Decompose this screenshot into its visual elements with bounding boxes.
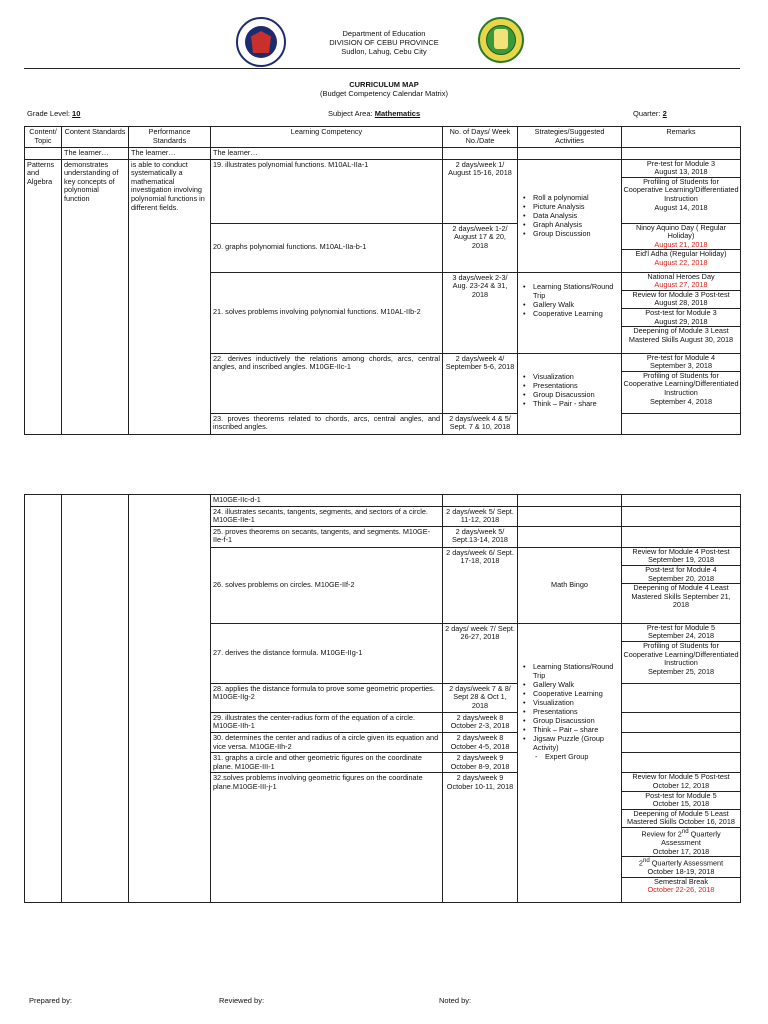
grade-value: 10 <box>72 109 81 118</box>
remark-date-holiday: August 27, 2018 <box>654 280 708 290</box>
table-row: 32.solves problems involving geometric figures on the coordinate plane.M10GE-III-j-1 <box>211 773 443 903</box>
content-standard-cell <box>62 495 129 903</box>
remarks-cell <box>622 159 741 223</box>
table-row-days: 3 days/week 2-3/ Aug. 23-24 & 31, 2018 <box>443 272 518 353</box>
remark-text: Pre-test for Module 4 <box>646 353 716 362</box>
content-standard-cell: demonstrates understanding of key concepts of polynomial function <box>62 159 129 434</box>
remark-date: September 25, 2018 <box>647 666 715 676</box>
remark-text: Semestral Break <box>654 876 708 886</box>
remark-date: August 28, 2018 <box>654 298 708 308</box>
remark-item: Deepening of Module 4 Least Mastered Skills September 21, 2018 <box>631 583 731 610</box>
reviewed-by: Reviewed by: <box>219 996 265 1005</box>
strategies-cell-empty <box>518 506 622 526</box>
remarks-cell <box>622 353 741 413</box>
subject-label: Subject Area: <box>328 109 373 118</box>
list-item: • Think – Pair - share <box>520 399 619 408</box>
remark-date: September 24, 2018 <box>647 631 715 641</box>
list-item: • Data Analysis <box>520 211 619 220</box>
remarks-cell <box>622 272 741 353</box>
table-row: 19. illustrates polynomial functions. M10AL-IIa-1 <box>211 159 443 223</box>
list-item: • Learning Stations/Round Trip <box>520 282 619 300</box>
table-row-days: 2 days/week 5/ Sept. 11-12, 2018 <box>443 506 518 526</box>
remark-item <box>622 354 740 372</box>
table-row-days: 2 days/week 4/ September 5-6, 2018 <box>443 353 518 413</box>
document-title <box>234 80 534 98</box>
remarks-cell <box>622 623 741 683</box>
remark-item <box>622 178 740 212</box>
learner-cell-strategies <box>518 148 622 160</box>
quarter-value: 2 <box>662 109 667 118</box>
remarks-cell <box>622 223 741 272</box>
remark-text: Ninoy Aquino Day ( Regular Holiday) <box>635 223 727 241</box>
remark-sup: nd <box>681 827 689 835</box>
table-row-days: 2 days/week 9 October 10-11, 2018 <box>443 773 518 903</box>
table-row-days: 2 days/week 8 October 4-5, 2018 <box>443 732 518 752</box>
list-item: • Visualization <box>520 698 619 707</box>
remarks-cell-empty <box>622 495 741 507</box>
table-row-days: 2 days/week 1-2/ August 17 & 20, 2018 <box>443 223 518 272</box>
list-item: • Think – Pair – share <box>520 725 619 734</box>
remark-item <box>622 224 740 251</box>
curriculum-table-2 <box>24 494 741 903</box>
remark-date: September 3, 2018 <box>649 361 713 371</box>
remark-item <box>622 160 740 178</box>
list-item: • Jigsaw Puzzle (Group Activity) <box>520 734 619 752</box>
remark-item <box>622 250 740 267</box>
table-row: 26. solves problems on circles. M10GE-IIf-2 <box>211 547 443 623</box>
remark-date: October 18-19, 2018 <box>647 867 715 877</box>
list-item: • Roll a polynomial <box>520 193 619 202</box>
remark-date: October 17, 2018 <box>652 846 710 856</box>
remark-text: Eid'l Adha (Regular Holiday) <box>635 249 727 259</box>
remark-date: September 20, 2018 <box>647 573 715 583</box>
table-row: 31. graphs a circle and other geometric figures on the coordinate plane. M10GE-III-1 <box>211 753 443 773</box>
remark-date: August 13, 2018 <box>654 167 708 177</box>
grade-label: Grade Level: <box>27 109 70 118</box>
remark-text-part: Quarterly Assessment <box>649 858 724 868</box>
remark-text: Profiling of Students for Cooperative Learning/Differentiated Instruction <box>623 176 739 203</box>
title-main: CURRICULUM MAP <box>349 80 419 89</box>
list-item: • Cooperative Learning <box>520 689 619 698</box>
list-item: • Picture Analysis <box>520 202 619 211</box>
subject-area <box>328 109 420 118</box>
remark-date: September 4, 2018 <box>649 396 713 406</box>
remarks-cell-empty <box>622 712 741 732</box>
quarter <box>633 109 667 118</box>
strategies-cell-b <box>518 272 622 353</box>
strategies-cell-c <box>518 353 622 434</box>
remarks-cell-empty <box>622 506 741 526</box>
content-topic-cell <box>25 495 62 903</box>
remark-item: Deepening of Module 3 Least Mastered Skills August 30, 2018 <box>628 326 734 344</box>
remarks-cell-empty <box>622 732 741 752</box>
remark-text-part: Review for 2 <box>641 829 682 839</box>
list-item: • Learning Stations/Round Trip <box>520 662 619 680</box>
learner-cell-competency: The learner… <box>211 148 443 160</box>
performance-standard-cell <box>129 495 211 903</box>
header-content-standards: Content Standards <box>62 127 129 148</box>
remark-text <box>623 828 739 848</box>
table-row-days: 2 days/week 5/ Sept.13-14, 2018 <box>443 526 518 547</box>
remark-item <box>622 309 740 327</box>
remark-date: October 12, 2018 <box>652 780 710 790</box>
remark-text: Review for Module 3 Post-test <box>632 289 730 299</box>
list-item: • Group Disacussion <box>520 390 619 399</box>
learner-cell-performance: The learner… <box>129 148 211 160</box>
strategies-cell-a <box>518 159 622 272</box>
table-row: 29. illustrates the center-radius form of the equation of a circle. M10GE-IIh-1 <box>211 712 443 732</box>
table-row-days: 2 days/week 4 & 5/ Sept. 7 & 10, 2018 <box>443 413 518 434</box>
remark-item <box>622 773 740 791</box>
remarks-cell-empty <box>622 413 741 434</box>
header-remarks: Remarks <box>622 127 741 148</box>
remark-text: Post-test for Module 4 <box>645 564 717 574</box>
letterhead-line3: Sudlon, Lahug, Cebu City <box>341 47 427 56</box>
header-strategies: Strategies/Suggested Activities <box>518 127 622 148</box>
learner-cell-remarks <box>622 148 741 160</box>
remark-text-part: 2 <box>638 858 643 868</box>
remark-text: Profiling of Students for Cooperative Learning/Differentiated Instruction <box>623 640 739 668</box>
table-row: 25. proves theorems on secants, tangents, and segments. M10GE-IIe-f-1 <box>211 526 443 547</box>
strategies-cell-empty <box>518 495 622 507</box>
header-days: No. of Days/ Week No./Date <box>443 127 518 148</box>
list-item: • Presentations <box>520 707 619 716</box>
remark-item <box>622 372 740 406</box>
content-topic-cell: Patterns and Algebra <box>25 159 62 434</box>
remark-item <box>622 291 740 309</box>
remarks-cell <box>622 547 741 623</box>
list-item: • Graph Analysis <box>520 220 619 229</box>
list-item: • Cooperative Learning <box>520 309 619 318</box>
remark-text: Profiling of Students for Cooperative Learning/Differentiated Instruction <box>623 370 739 397</box>
table-row-days: 2 days/ week 7/ Sept. 26-27, 2018 <box>443 623 518 683</box>
remarks-cell-empty <box>622 683 741 712</box>
header-divider <box>24 68 740 69</box>
header-performance-standards: Performance Standards <box>129 127 211 148</box>
learner-cell-topic <box>25 148 62 160</box>
list-item: • Group Disacussion <box>520 716 619 725</box>
list-item: • Presentations <box>520 381 619 390</box>
letterhead <box>284 29 484 56</box>
remark-item <box>622 273 740 291</box>
table-row-days: 2 days/week 8 October 2-3, 2018 <box>443 712 518 732</box>
table-row-days: 2 days/week 9 October 8-9, 2018 <box>443 753 518 773</box>
curriculum-table-1 <box>24 126 741 435</box>
cebu-division-seal <box>478 17 524 63</box>
table-row: 21. solves problems involving polynomial functions. M10AL-IIb-2 <box>211 272 443 353</box>
remark-item <box>622 548 740 566</box>
list-item: • Visualization <box>520 372 619 381</box>
remark-item <box>622 566 740 584</box>
remark-date-holiday: August 22, 2018 <box>654 257 708 267</box>
table-row-days: 2 days/week 7 & 8/ Sept 28 & Oct 1, 2018 <box>443 683 518 712</box>
list-item: • Group Discussion <box>520 229 619 238</box>
remarks-cell <box>622 773 741 903</box>
table-row: 27. derives the distance formula. M10GE-IIg-1 <box>211 623 443 683</box>
title-sub: (Budget Competency Calendar Matrix) <box>320 89 448 98</box>
noted-by: Noted by: <box>439 996 472 1005</box>
grade-level <box>27 109 80 118</box>
table-row: M10GE-IIc-d-1 <box>211 495 443 507</box>
math-bingo-cell: Math Bingo <box>518 547 622 623</box>
strategies-cell-empty <box>518 526 622 547</box>
remark-date-holiday: October 22-26, 2018 <box>647 885 715 895</box>
header-learning-competency: Learning Competency <box>211 127 443 148</box>
table-row: 20. graphs polynomial functions. M10AL-IIa-b-1 <box>211 223 443 272</box>
remark-item <box>622 878 740 895</box>
remark-item <box>622 642 740 676</box>
remark-text: Post-test for Module 3 <box>645 307 717 317</box>
remark-item <box>622 624 740 642</box>
remark-item: Deepening of Module 5 Least Mastered Skills October 16, 2018 <box>622 810 740 828</box>
list-item: • Gallery Walk <box>520 300 619 309</box>
table-row: 22. derives inductively the relations among chords, arcs, central angles, and inscribed angles. M10GE-IIc-1 <box>211 353 443 413</box>
subject-value: Mathematics <box>374 109 421 118</box>
remarks-cell-empty <box>622 526 741 547</box>
remark-date: August 29, 2018 <box>654 316 708 326</box>
remark-text-part: Quarterly Assessment <box>661 829 721 847</box>
table-row: 24. illustrates secants, tangents, segments, and sectors of a circle. M10GE-IIe-1 <box>211 506 443 526</box>
learner-cell-days <box>443 148 518 160</box>
letterhead-line2: DIVISION OF CEBU PROVINCE <box>329 38 439 47</box>
remark-text: Review for Module 5 Post-test <box>632 772 730 782</box>
table-row-days: 2 days/week 6/ Sept. 17-18, 2018 <box>443 547 518 623</box>
remark-text: Pre-test for Module 5 <box>646 623 716 632</box>
letterhead-line1: Department of Education <box>342 29 426 38</box>
header-content-topic: Content/ Topic <box>25 127 62 148</box>
remark-item <box>622 792 740 810</box>
performance-standard-cell: is able to conduct systematically a mathematical investigation involving polynomial functions in different fields. <box>129 159 211 434</box>
table-row: 23. proves theorems related to chords, arcs, central angles, and inscribed angles. <box>211 413 443 434</box>
table-row: 28. applies the distance formula to prove some geometric properties. M10GE-IIg-2 <box>211 683 443 712</box>
remark-item <box>622 828 740 857</box>
strategies-cell-d <box>518 623 622 903</box>
table-row: 30. determines the center and radius of a circle given its equation and vice versa. M10GE-IIh-2 <box>211 732 443 752</box>
deped-seal <box>236 17 286 67</box>
remark-text: National Heroes Day <box>647 272 715 281</box>
remark-text: Post-test for Module 5 <box>645 790 717 800</box>
list-item-sub: - Expert Group <box>532 752 619 761</box>
remark-date: August 14, 2018 <box>654 202 708 212</box>
remark-date-holiday: August 21, 2018 <box>654 239 708 249</box>
table-row-days: 2 days/week 1/ August 15-16, 2018 <box>443 159 518 223</box>
remark-text: Pre-test for Module 3 <box>646 159 716 168</box>
remarks-cell-empty <box>622 753 741 773</box>
remark-item <box>622 857 740 878</box>
learner-cell-standards: The learner… <box>62 148 129 160</box>
table-row-days <box>443 495 518 507</box>
remark-text: Review for Module 4 Post-test <box>632 547 730 556</box>
remark-date: September 19, 2018 <box>647 555 715 565</box>
prepared-by: Prepared by: <box>29 996 72 1005</box>
list-item: • Gallery Walk <box>520 680 619 689</box>
remark-date: October 15, 2018 <box>652 799 710 809</box>
remark-sup: nd <box>642 857 650 865</box>
quarter-label: Quarter: <box>633 109 661 118</box>
